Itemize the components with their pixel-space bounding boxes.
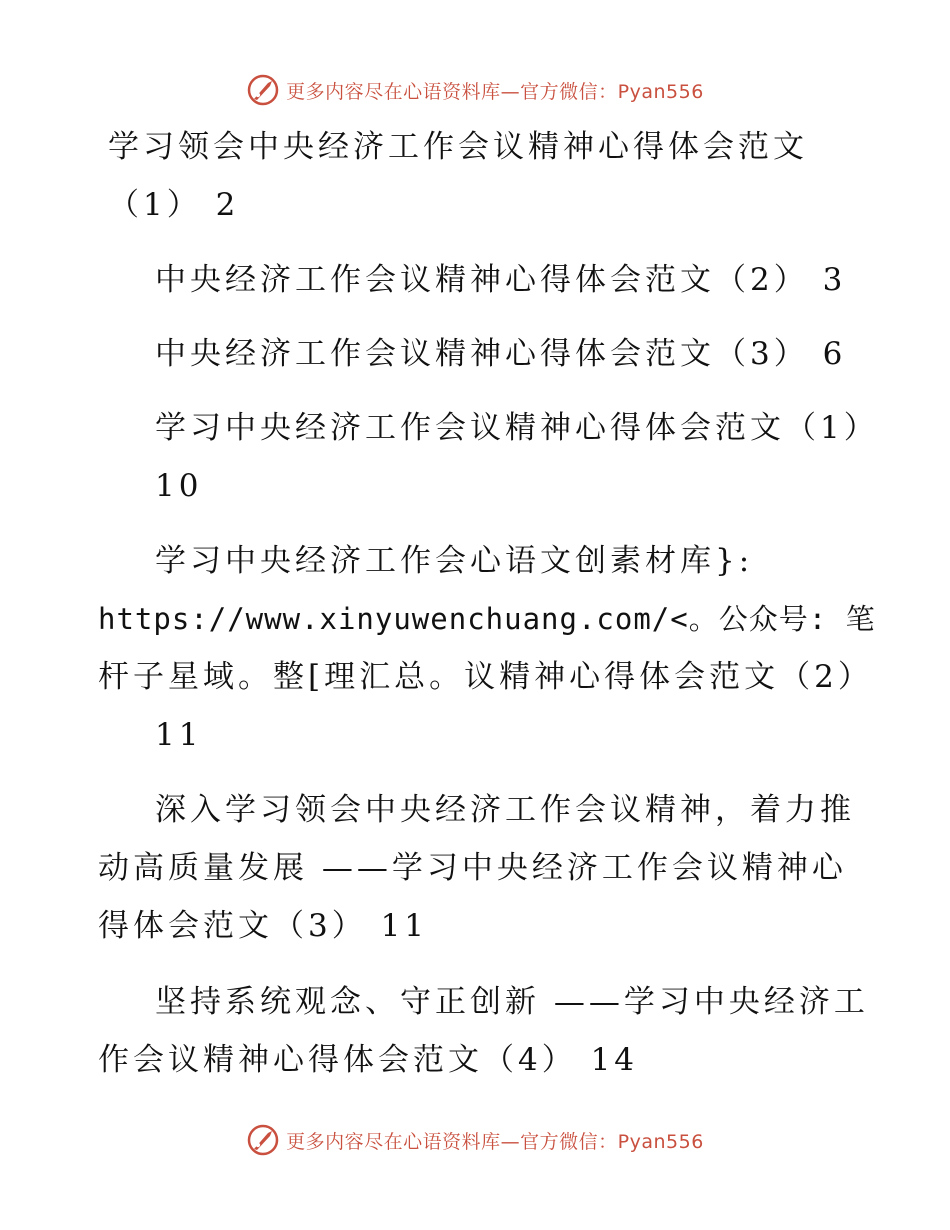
toc-entry-5-line-3[interactable]: 杆子星域。整[理汇总。议精神心得体会范文（2） xyxy=(98,659,873,695)
toc-entry-6-line-3[interactable]: 得体会范文（3） 11 xyxy=(98,908,429,944)
toc-entry-3-line-1[interactable]: 中央经济工作会议精神心得体会范文（3） 6 xyxy=(155,336,847,372)
footer-banner xyxy=(0,1120,950,1160)
toc-entry-6-line-1[interactable]: 深入学习领会中央经济工作会议精神，着力推 xyxy=(155,792,855,828)
toc-entry-2-line-1[interactable]: 中央经济工作会议精神心得体会范文（2） 3 xyxy=(155,262,847,298)
toc-entry-6-line-2[interactable]: 动高质量发展 ——学习中央经济工作会议精神心 xyxy=(98,850,847,886)
toc-entry-5-line-2[interactable]: https://www.xinyuwenchuang.com/<。公众号: 笔 xyxy=(98,602,876,636)
toc-entry-1-line-2[interactable]: （1） 2 xyxy=(108,187,240,223)
toc-entry-1-line-1[interactable]: 学习领会中央经济工作会议精神心得体会范文 xyxy=(108,129,808,165)
toc-entry-5-line-1[interactable]: 学习中央经济工作会心语文创素材库}: xyxy=(155,543,754,579)
toc-entry-5-line-4[interactable]: 11 xyxy=(155,717,203,753)
toc-entry-7-line-1[interactable]: 坚持系统观念、守正创新 ——学习中央经济工 xyxy=(155,984,869,1020)
toc-entry-7-line-2[interactable]: 作会议精神心得体会范文（4） 14 xyxy=(98,1042,639,1078)
toc-entry-4-line-2[interactable]: 10 xyxy=(155,468,203,504)
toc-entry-4-line-1[interactable]: 学习中央经济工作会议精神心得体会范文（1） xyxy=(155,410,879,446)
quill-logo-icon xyxy=(246,1123,280,1157)
banner-text: 更多内容尽在心语资料库—官方微信：Pyan556 xyxy=(286,80,704,103)
banner-text: 更多内容尽在心语资料库—官方微信：Pyan556 xyxy=(286,1130,704,1153)
